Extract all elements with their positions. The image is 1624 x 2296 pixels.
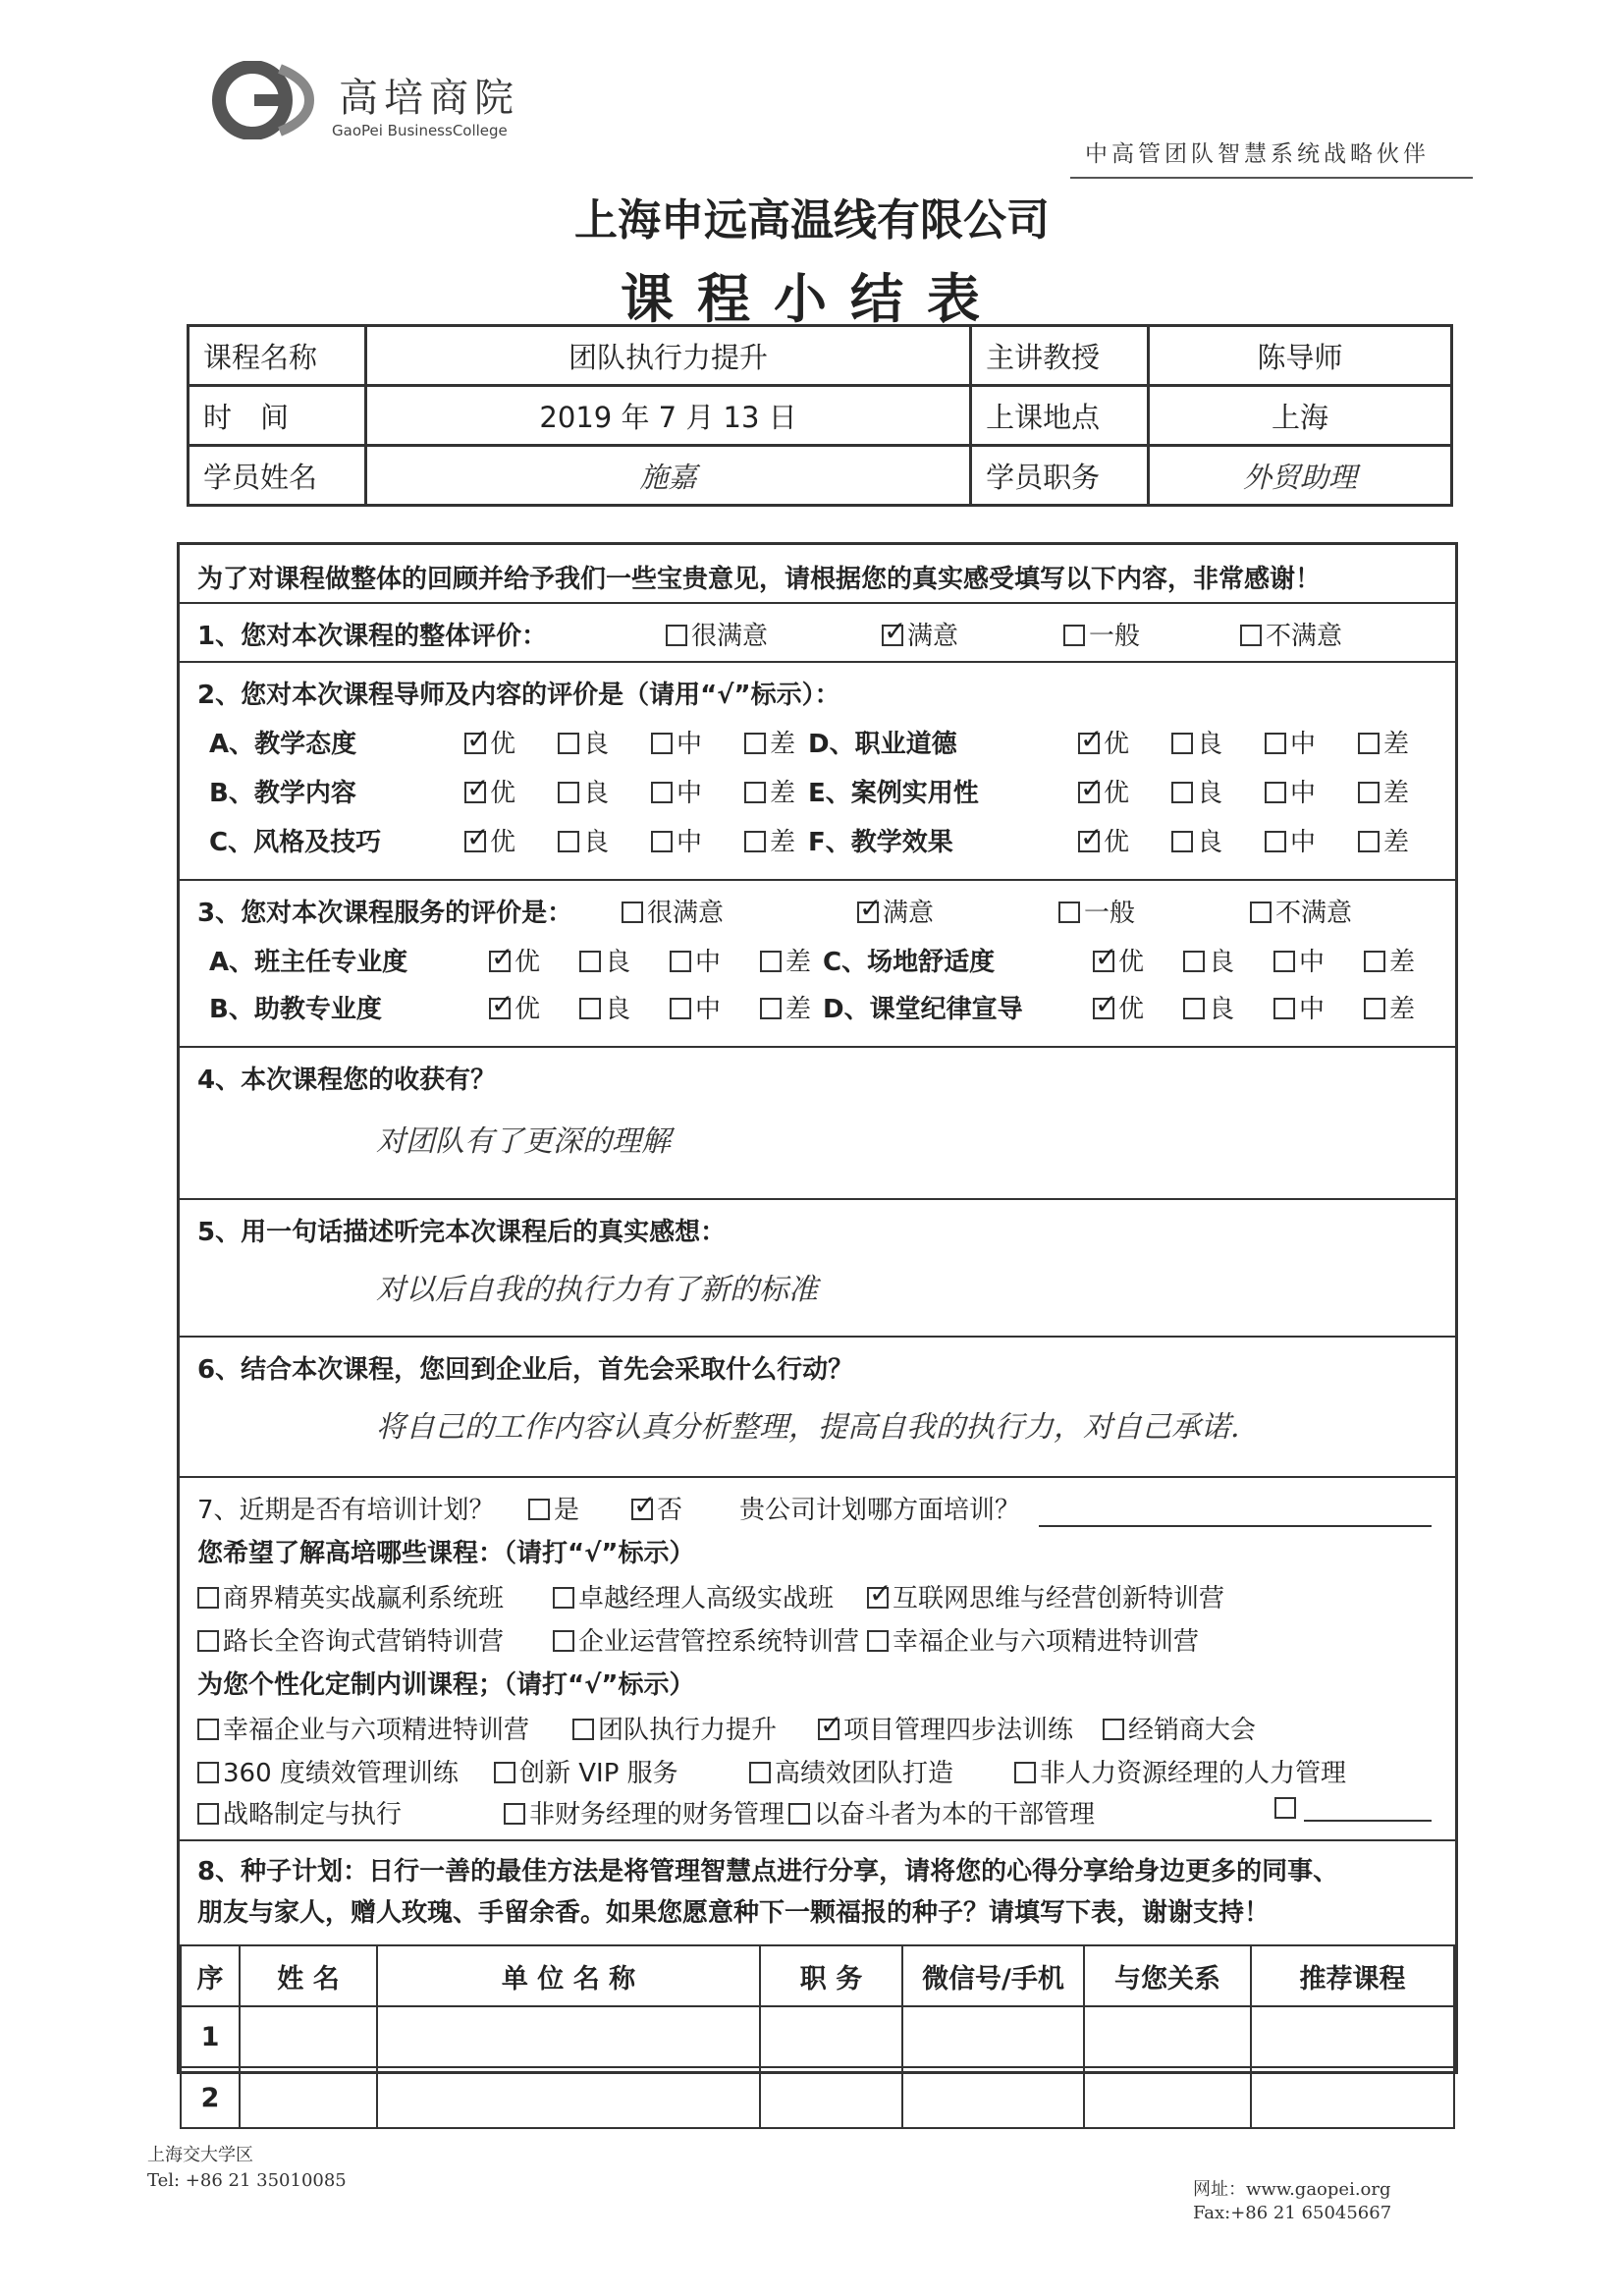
seed-column-header: 序: [181, 1945, 240, 2006]
option-label: 优: [1118, 948, 1145, 977]
option-label: 满意: [883, 899, 935, 928]
position-label: 学员职务: [971, 446, 1149, 506]
q2-grade-option[interactable]: [464, 773, 515, 809]
checkbox-icon[interactable]: [1273, 998, 1295, 1019]
checkbox-checked-icon[interactable]: [882, 625, 903, 646]
q1-option-3[interactable]: [1240, 616, 1342, 652]
option-label: 中: [1299, 948, 1326, 977]
checkbox-icon[interactable]: [197, 1719, 219, 1740]
q2-grade-option[interactable]: [1358, 822, 1409, 858]
logo-cn-text: 高培商院: [339, 76, 519, 121]
position-value: 外贸助理: [1149, 446, 1452, 506]
q2-item-label: C、风格及技巧: [209, 828, 382, 857]
q2-grade-option[interactable]: [651, 822, 702, 858]
q3-item-label: C、场地舒适度: [823, 948, 996, 977]
lecturer-value: 陈导师: [1149, 326, 1452, 386]
option-label: 卓越经理人高级实战班: [578, 1584, 835, 1613]
custom-course-option[interactable]: [749, 1753, 953, 1789]
checkbox-icon[interactable]: [1063, 625, 1085, 646]
q2-grade-option[interactable]: [1358, 773, 1409, 809]
option-label: 差: [785, 995, 812, 1024]
custom-course-option[interactable]: [1014, 1753, 1346, 1789]
custom-other-line[interactable]: [1304, 1820, 1432, 1822]
gaopei-logo-icon: [211, 61, 319, 139]
q4-label: 4、本次课程您的收获有？: [197, 1066, 497, 1095]
custom-course-option[interactable]: [494, 1753, 678, 1789]
option-label: 良: [583, 730, 610, 759]
table-cell[interactable]: [240, 2067, 377, 2128]
checkbox-icon[interactable]: [744, 733, 766, 754]
option-label: 中: [1290, 828, 1317, 857]
q3-grade-option[interactable]: [1093, 989, 1144, 1025]
q2-grade-option[interactable]: [744, 822, 795, 858]
divider: [180, 1046, 1455, 1048]
custom-other[interactable]: [1274, 1794, 1300, 1824]
option-label: 幸福企业与六项精进特训营: [893, 1627, 1200, 1657]
q6-answer[interactable]: 将自己的工作内容认真分析整理，提高自我的执行力，对自己承诺.: [376, 1410, 1240, 1445]
student-label: 学员姓名: [189, 446, 366, 506]
intro-text: 为了对课程做整体的回顾并给予我们一些宝贵意见，请根据您的真实感受填写以下内容，非常感谢！: [197, 565, 1322, 594]
option-label: 满意: [907, 622, 959, 651]
checkbox-checked-icon[interactable]: [1078, 831, 1100, 852]
q2-item-label: F、教学效果: [808, 828, 953, 857]
divider: [180, 1839, 1455, 1841]
tagline-rule: [1070, 177, 1473, 179]
checkbox-checked-icon[interactable]: [464, 733, 486, 754]
q3-grade-option[interactable]: [670, 942, 721, 978]
seed-column-header: 微信号/手机: [902, 1945, 1084, 2006]
q3-item-label: D、课堂纪律宣导: [823, 995, 1023, 1024]
time-label: 时 间: [189, 386, 366, 446]
option-label: 高绩效团队打造: [775, 1759, 954, 1788]
option-label: 差: [1383, 828, 1410, 857]
checkbox-icon[interactable]: [1014, 1762, 1036, 1783]
custom-course-option[interactable]: [788, 1794, 1095, 1831]
q3-label: 3、您对本次课程服务的评价是：: [197, 899, 573, 928]
option-label: 中: [1299, 995, 1326, 1024]
table-cell[interactable]: [377, 2006, 760, 2067]
option-label: 幸福企业与六项精进特训营: [223, 1716, 530, 1745]
checkbox-icon[interactable]: [1265, 831, 1286, 852]
checkbox-icon[interactable]: [579, 951, 601, 972]
want-course-option[interactable]: [867, 1621, 1199, 1658]
option-label: 良: [1209, 995, 1235, 1024]
option-label: 中: [695, 995, 722, 1024]
checkbox-icon[interactable]: [197, 1587, 219, 1609]
option-label: 优: [490, 828, 516, 857]
divider: [180, 1476, 1455, 1478]
q3-grade-option[interactable]: [579, 942, 630, 978]
q2-grade-option[interactable]: [464, 822, 515, 858]
lecturer-label: 主讲教授: [971, 326, 1149, 386]
option-label: 中: [677, 730, 703, 759]
q2-grade-option[interactable]: [1265, 724, 1316, 760]
option-label: 360 度绩效管理训练: [223, 1759, 459, 1788]
option-label: 良: [1197, 779, 1223, 808]
option-label: 中: [695, 948, 722, 977]
checkbox-checked-icon[interactable]: [464, 782, 486, 803]
checkbox-icon[interactable]: [1265, 782, 1286, 803]
q3-option-0[interactable]: [622, 893, 724, 929]
q3-grade-option[interactable]: [1273, 989, 1325, 1025]
checkbox-icon[interactable]: [622, 902, 643, 923]
q3-option-2[interactable]: [1058, 893, 1135, 929]
table-cell[interactable]: [1084, 2006, 1251, 2067]
checkbox-icon[interactable]: [1183, 951, 1205, 972]
option-label: 优: [490, 779, 516, 808]
checkbox-checked-icon[interactable]: [489, 998, 511, 1019]
table-cell[interactable]: [1084, 2067, 1251, 2128]
option-label: 优: [1104, 730, 1130, 759]
footer-fax: Fax:+86 21 65045667: [1193, 2203, 1392, 2223]
option-label: 良: [583, 779, 610, 808]
checkbox-icon[interactable]: [1364, 951, 1385, 972]
table-row: [181, 2006, 1454, 2067]
checkbox-checked-icon[interactable]: [857, 902, 879, 923]
option-label: 路长全咨询式营销特训营: [223, 1627, 505, 1657]
q3-grade-option[interactable]: [1093, 942, 1144, 978]
option-label: 差: [1383, 730, 1410, 759]
q2-item-label: B、教学内容: [209, 779, 356, 808]
student-value: 施嘉: [366, 446, 971, 506]
custom-course-option[interactable]: [197, 1794, 402, 1831]
checkbox-icon[interactable]: [670, 998, 691, 1019]
checkbox-checked-icon[interactable]: [1093, 998, 1114, 1019]
document-title: 课程小结表: [621, 268, 1003, 330]
checkbox-icon[interactable]: [670, 951, 691, 972]
option-label: 以奋斗者为本的干部管理: [814, 1800, 1096, 1830]
table-cell[interactable]: [760, 2006, 902, 2067]
q1-option-0[interactable]: [666, 616, 768, 652]
checkbox-icon[interactable]: [651, 733, 673, 754]
seed-column-header: 姓 名: [240, 1945, 377, 2006]
option-label: 项目管理四步法训练: [843, 1716, 1074, 1745]
q1-option-2[interactable]: [1063, 616, 1140, 652]
seed-column-header: 职 务: [760, 1945, 902, 2006]
q2-grade-option[interactable]: [1265, 822, 1316, 858]
q2-grade-option[interactable]: [1358, 724, 1409, 760]
option-label: 良: [605, 995, 631, 1024]
option-label: 差: [1389, 948, 1416, 977]
checkbox-icon[interactable]: [558, 831, 579, 852]
checkbox-icon[interactable]: [744, 782, 766, 803]
option-label: 中: [1290, 779, 1317, 808]
table-row: [181, 2067, 1454, 2128]
table-cell[interactable]: [1251, 2067, 1454, 2128]
custom-course-option[interactable]: [1103, 1710, 1256, 1746]
checkbox-icon[interactable]: [504, 1803, 525, 1825]
footer-web[interactable]: 网址：www.gaopei.org: [1193, 2179, 1391, 2200]
q3-grade-option[interactable]: [1183, 989, 1234, 1025]
checkbox-icon[interactable]: [749, 1762, 771, 1783]
option-label: 优: [1118, 995, 1145, 1024]
q7-no-label: 否: [657, 1496, 683, 1525]
q2-grade-option[interactable]: [744, 724, 795, 760]
row-number: 1: [181, 2006, 240, 2067]
option-label: 很满意: [647, 899, 725, 928]
option-label: 不满意: [1275, 899, 1353, 928]
option-label: 良: [583, 828, 610, 857]
checkbox-icon[interactable]: [197, 1762, 219, 1783]
q4-answer[interactable]: 对团队有了更深的理解: [376, 1124, 671, 1159]
option-label: 差: [770, 828, 796, 857]
divider: [180, 879, 1455, 881]
q2-grade-option[interactable]: [651, 773, 702, 809]
table-cell[interactable]: [1251, 2006, 1454, 2067]
checkbox-checked-icon[interactable]: [1078, 782, 1100, 803]
q5-answer[interactable]: 对以后自我的执行力有了新的标准: [376, 1273, 818, 1307]
checkbox-icon[interactable]: [1103, 1719, 1124, 1740]
q2-grade-option[interactable]: [1171, 773, 1222, 809]
checkbox-icon[interactable]: [760, 951, 782, 972]
option-label: 互联网思维与经营创新特训营: [893, 1584, 1225, 1613]
custom-course-option[interactable]: [818, 1710, 1073, 1746]
checkbox-icon[interactable]: [558, 733, 579, 754]
q2-grade-option[interactable]: [744, 773, 795, 809]
divider: [180, 661, 1455, 663]
divider: [180, 1336, 1455, 1338]
q3-grade-option[interactable]: [489, 942, 540, 978]
checkbox-checked-icon[interactable]: [464, 831, 486, 852]
option-label: 一般: [1084, 899, 1136, 928]
tagline: 中高管团队智慧系统战略伙伴: [1085, 141, 1430, 167]
checkbox-icon[interactable]: [1250, 902, 1272, 923]
option-label: 经销商大会: [1128, 1716, 1257, 1745]
q2-item-label: E、案例实用性: [808, 779, 979, 808]
checkbox-icon[interactable]: [651, 782, 673, 803]
q3-item-label: B、助教专业度: [209, 995, 382, 1024]
option-label: 优: [514, 948, 541, 977]
course-value: 团队执行力提升: [366, 326, 971, 386]
q2-grade-option[interactable]: [651, 724, 702, 760]
checkbox-icon[interactable]: [1273, 951, 1295, 972]
option-label: 非人力资源经理的人力管理: [1040, 1759, 1347, 1788]
q2-grade-option[interactable]: [1078, 822, 1129, 858]
option-label: 战略制定与执行: [223, 1800, 403, 1830]
option-label: 团队执行力提升: [598, 1716, 778, 1745]
feedback-form: [177, 542, 1458, 2113]
checkbox-icon[interactable]: [1183, 998, 1205, 1019]
q3-option-3[interactable]: [1250, 893, 1352, 929]
option-label: 良: [605, 948, 631, 977]
q6-label: 6、结合本次课程，您回到企业后，首先会采取什么行动？: [197, 1355, 854, 1385]
q8-line1: 8、种子计划：日行一善的最佳方法是将管理智慧点进行分享，请将您的心得分享给身边更多的同事、: [197, 1857, 1339, 1886]
checkbox-icon[interactable]: [553, 1630, 574, 1652]
checkbox-icon[interactable]: [494, 1762, 515, 1783]
option-label: 差: [770, 779, 796, 808]
q3-grade-option[interactable]: [760, 942, 811, 978]
q2-grade-option[interactable]: [1078, 773, 1129, 809]
option-label: 非财务经理的财务管理: [529, 1800, 785, 1830]
checkbox-icon[interactable]: [528, 1499, 550, 1520]
checkbox-icon[interactable]: [558, 782, 579, 803]
option-label: 中: [677, 828, 703, 857]
option-label: 良: [1209, 948, 1235, 977]
q2-grade-option[interactable]: [558, 773, 609, 809]
checkbox-icon[interactable]: [1171, 831, 1193, 852]
q2-grade-option[interactable]: [1171, 724, 1222, 760]
divider: [180, 1198, 1455, 1200]
checkbox-checked-icon[interactable]: [818, 1719, 839, 1740]
seed-table: [180, 1944, 1455, 2129]
checkbox-icon[interactable]: [1240, 625, 1262, 646]
q3-grade-option[interactable]: [489, 989, 540, 1025]
checkbox-checked-icon[interactable]: [489, 951, 511, 972]
option-label: 创新 VIP 服务: [519, 1759, 678, 1788]
checkbox-icon[interactable]: [744, 831, 766, 852]
want-course-option[interactable]: [553, 1621, 859, 1658]
checkbox-icon[interactable]: [579, 998, 601, 1019]
q3-grade-option[interactable]: [1183, 942, 1234, 978]
option-label: 一般: [1089, 622, 1141, 651]
checkbox-icon[interactable]: [1274, 1797, 1296, 1819]
checkbox-icon[interactable]: [867, 1630, 889, 1652]
option-label: 优: [1104, 779, 1130, 808]
q2-grade-option[interactable]: [1078, 724, 1129, 760]
option-label: 中: [677, 779, 703, 808]
checkbox-icon[interactable]: [1171, 733, 1193, 754]
option-label: 差: [785, 948, 812, 977]
checkbox-checked-icon[interactable]: [1093, 951, 1114, 972]
checkbox-icon[interactable]: [788, 1803, 810, 1825]
checkbox-icon[interactable]: [197, 1630, 219, 1652]
option-label: 良: [1197, 828, 1223, 857]
row-number: 2: [181, 2067, 240, 2128]
checkbox-icon[interactable]: [197, 1803, 219, 1825]
option-label: 差: [770, 730, 796, 759]
place-value: 上海: [1149, 386, 1452, 446]
q3-grade-option[interactable]: [1364, 989, 1415, 1025]
q2-grade-option[interactable]: [558, 822, 609, 858]
q3-grade-option[interactable]: [760, 989, 811, 1025]
table-cell[interactable]: [240, 2006, 377, 2067]
checkbox-icon[interactable]: [1171, 782, 1193, 803]
checkbox-checked-icon[interactable]: [867, 1587, 889, 1609]
checkbox-icon[interactable]: [1364, 998, 1385, 1019]
table-cell[interactable]: [902, 2067, 1084, 2128]
table-cell[interactable]: [760, 2067, 902, 2128]
q2-item-label: D、职业道德: [808, 730, 957, 759]
custom-course-option[interactable]: [504, 1794, 785, 1831]
checkbox-checked-icon[interactable]: [1078, 733, 1100, 754]
option-label: 商界精英实战赢利系统班: [223, 1584, 505, 1613]
custom-course-option[interactable]: [197, 1710, 529, 1746]
q7-custom-label: 为您个性化定制内训课程；（请打“√”标示）: [197, 1670, 695, 1700]
want-course-option[interactable]: [197, 1621, 504, 1658]
checkbox-icon[interactable]: [1358, 782, 1380, 803]
seed-column-header: 单 位 名 称: [377, 1945, 760, 2006]
q7-yes[interactable]: [528, 1490, 579, 1526]
seed-column-header: 推荐课程: [1251, 1945, 1454, 2006]
course-label: 课程名称: [189, 326, 366, 386]
q3-grade-option[interactable]: [1364, 942, 1415, 978]
seed-column-header: 与您关系: [1084, 1945, 1251, 2006]
option-label: 优: [1104, 828, 1130, 857]
table-cell[interactable]: [902, 2006, 1084, 2067]
checkbox-icon[interactable]: [553, 1587, 574, 1609]
checkbox-icon[interactable]: [1358, 733, 1380, 754]
option-label: 差: [1389, 995, 1416, 1024]
option-label: 很满意: [691, 622, 769, 651]
q2-grade-option[interactable]: [1171, 822, 1222, 858]
option-label: 良: [1197, 730, 1223, 759]
q7-plan-label: 贵公司计划哪方面培训？: [739, 1496, 1021, 1525]
q3-grade-option[interactable]: [579, 989, 630, 1025]
q7-yes-label: 是: [554, 1496, 580, 1525]
q5-label: 5、用一句话描述听完本次课程后的真实感想：: [197, 1218, 727, 1247]
checkbox-icon[interactable]: [760, 998, 782, 1019]
q1-option-1[interactable]: [882, 616, 958, 652]
option-label: 优: [514, 995, 541, 1024]
plan-input-line[interactable]: [1039, 1525, 1432, 1527]
q2-grade-option[interactable]: [558, 724, 609, 760]
checkbox-icon[interactable]: [1265, 733, 1286, 754]
company-title: 上海申远高温线有限公司: [574, 195, 1050, 246]
seed-table-header: [181, 1945, 1454, 2006]
custom-course-option[interactable]: [572, 1710, 777, 1746]
option-label: 优: [490, 730, 516, 759]
option-label: 差: [1383, 779, 1410, 808]
checkbox-icon[interactable]: [651, 831, 673, 852]
want-course-option[interactable]: [553, 1578, 834, 1614]
option-label: 不满意: [1266, 622, 1343, 651]
q3-option-1[interactable]: [857, 893, 934, 929]
q2-label: 2、您对本次课程导师及内容的评价是（请用“√”标示）：: [197, 681, 840, 710]
footer-address: 上海交大学区: [147, 2145, 253, 2165]
divider: [180, 602, 1455, 604]
option-label: 企业运营管控系统特训营: [578, 1627, 860, 1657]
checkbox-icon[interactable]: [572, 1719, 594, 1740]
q2-grade-option[interactable]: [464, 724, 515, 760]
checkbox-icon[interactable]: [1358, 831, 1380, 852]
custom-course-option[interactable]: [197, 1753, 459, 1789]
footer-tel: Tel: +86 21 35010085: [147, 2170, 347, 2191]
q3-item-label: A、班主任专业度: [209, 948, 408, 977]
q2-grade-option[interactable]: [1265, 773, 1316, 809]
q3-grade-option[interactable]: [1273, 942, 1325, 978]
q8-line2: 朋友与家人，赠人玫瑰、手留余香。如果您愿意种下一颗福报的种子？请填写下表，谢谢支持！: [197, 1898, 1271, 1928]
checkbox-icon[interactable]: [1058, 902, 1080, 923]
q3-grade-option[interactable]: [670, 989, 721, 1025]
logo-en-text: GaoPei BusinessCollege: [332, 122, 508, 139]
q7-label: 7、近期是否有培训计划？: [197, 1496, 495, 1525]
time-value: 2019 年 7 月 13 日: [366, 386, 971, 446]
want-course-option[interactable]: [867, 1578, 1224, 1614]
want-course-option[interactable]: [197, 1578, 504, 1614]
course-info-table: [187, 324, 1453, 507]
q2-item-label: A、教学态度: [209, 730, 357, 759]
place-label: 上课地点: [971, 386, 1149, 446]
table-cell[interactable]: [377, 2067, 760, 2128]
checkbox-checked-icon[interactable]: [631, 1499, 653, 1520]
q7-no[interactable]: [631, 1490, 682, 1526]
checkbox-icon[interactable]: [666, 625, 687, 646]
option-label: 中: [1290, 730, 1317, 759]
q7-want-label: 您希望了解高培哪些课程：（请打“√”标示）: [197, 1539, 695, 1568]
q1-label: 1、您对本次课程的整体评价：: [197, 622, 548, 651]
